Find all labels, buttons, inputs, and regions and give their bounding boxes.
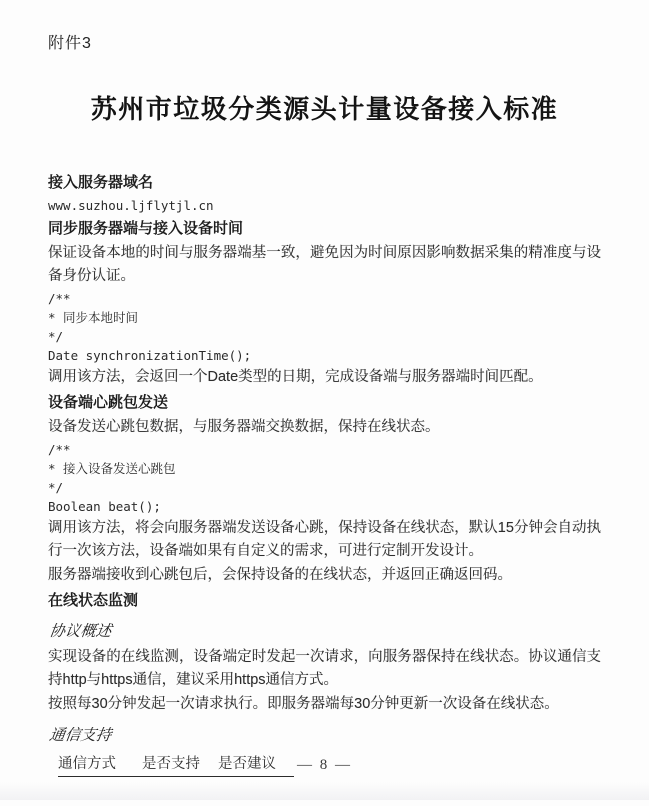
para-heartbeat-detail: 调用该方法，将会向服务器端发送设备心跳，保持设备在线状态，默认15分钟会自动执行一次该方法，设备端如果有自定义的需求，可进行定制开发设计。 [48, 517, 601, 563]
section-heading-time-sync: 同步服务器端与接入设备时间 [48, 218, 601, 240]
code-comment-open-2: /** [48, 440, 601, 459]
para-30min-interval: 按照每30分钟发起一次请求执行。即服务器端每30分钟更新一次设备在线状态。 [48, 693, 601, 716]
code-beat-method: Boolean beat(); [48, 497, 601, 516]
code-server-domain: www.suzhou.ljflytjl.cn [48, 196, 601, 215]
photo-edge-band [0, 782, 649, 800]
para-time-sync: 保证设备本地的时间与服务器端基一致，避免因为时间原因影响数据采集的精准度与设备身份认证。 [48, 242, 601, 288]
section-heading-heartbeat: 设备端心跳包发送 [48, 392, 601, 414]
attachment-label: 附件3 [48, 30, 601, 53]
para-sync-result: 调用该方法，会返回一个Date类型的日期，完成设备端与服务器端时间匹配。 [48, 366, 601, 389]
table-header-comm-method: 通信方式 [58, 750, 142, 777]
code-comment-open-1: /** [48, 289, 601, 308]
para-heartbeat-desc: 设备发送心跳包数据，与服务器端交换数据，保持在线状态。 [48, 416, 601, 439]
code-comment-heartbeat: * 接入设备发送心跳包 [48, 459, 601, 478]
code-comment-sync-time: * 同步本地时间 [48, 308, 601, 327]
subheading-protocol-overview: 协议概述 [48, 619, 113, 641]
code-comment-close-2: */ [48, 478, 601, 497]
para-heartbeat-server-response: 服务器端接收到心跳包后，会保持设备的在线状态，并返回正确返回码。 [48, 564, 601, 587]
page-title: 苏州市垃圾分类源头计量设备接入标准 [48, 89, 601, 126]
code-comment-close-1: */ [48, 327, 601, 346]
subheading-comm-support: 通信支持 [48, 723, 113, 745]
page-number: — 8 — [0, 757, 649, 774]
table-header-supported: 是否支持 [142, 750, 218, 777]
section-heading-online-monitor: 在线状态监测 [48, 590, 601, 612]
section-heading-server-domain: 接入服务器域名 [48, 172, 601, 194]
para-online-monitor: 实现设备的在线监测，设备端定时发起一次请求，向服务器保持在线状态。协议通信支持http与https通信，建议采用https通信方式。 [48, 646, 601, 692]
code-sync-method: Date synchronizationTime(); [48, 346, 601, 365]
document-body [48, 172, 601, 806]
table-header-recommended: 是否建议 [218, 750, 294, 777]
